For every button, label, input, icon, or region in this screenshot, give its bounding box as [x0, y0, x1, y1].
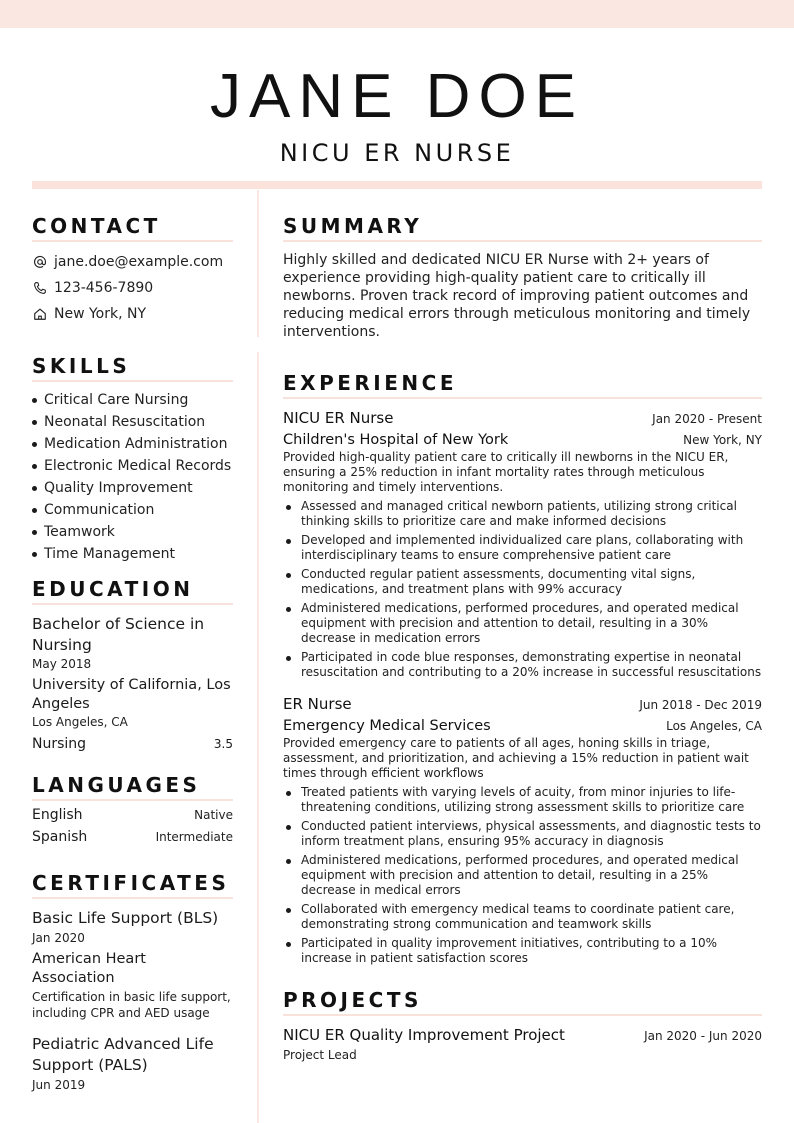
job-bullet: Conducted regular patient assessments, documenting vital signs, medications, and treatment plans with 99% accuracy: [283, 567, 762, 597]
top-accent-bar: [0, 0, 794, 28]
education-section: [32, 576, 233, 752]
at-sign-icon: [32, 254, 48, 270]
skill-item: Electronic Medical Records: [32, 455, 233, 477]
skills-heading: SKILLS: [32, 353, 233, 382]
job-entry: [283, 409, 762, 680]
certificate-name: Basic Life Support (BLS): [32, 909, 219, 927]
job-bullet: Collaborated with emergency medical teams to coordinate patient care, demonstrating strong communication and teamwork skills: [283, 902, 762, 932]
candidate-title: NICU ER NURSE: [279, 139, 515, 167]
job-organization: Emergency Medical Services: [283, 718, 491, 734]
certificate-item: [32, 1034, 233, 1093]
location-text: New York, NY: [54, 306, 147, 322]
column-divider-top: [257, 190, 259, 337]
projects-heading: PROJECTS: [283, 987, 762, 1016]
column-divider-bottom: [257, 352, 259, 1123]
education-field-row: [32, 736, 233, 752]
job-bullet: Participated in quality improvement initiatives, contributing to a 10% increase in patient satisfaction scores: [283, 936, 762, 966]
project-dates: Jan 2020 - Jun 2020: [644, 1029, 762, 1043]
job-bullet: Developed and implemented individualized care plans, collaborating with interdisciplinary teams to ensure comprehensive patient care: [283, 533, 762, 563]
certificate-description: Certification in basic life support, including CPR and AED usage: [32, 990, 231, 1020]
job-description: Provided emergency care to patients of all ages, honing skills in triage, assessment, and prioritization, and achieving a 15% reduction in patient wait times through efficient workflows: [283, 736, 749, 780]
language-name: Spanish: [32, 829, 88, 845]
header-divider: [32, 181, 762, 189]
language-level: Intermediate: [155, 830, 233, 844]
certificate-name: Pediatric Advanced Life Support (PALS): [32, 1035, 214, 1074]
contact-location: [32, 301, 233, 327]
contact-heading: CONTACT: [32, 213, 233, 242]
job-organization: Children's Hospital of New York: [283, 432, 509, 448]
job-description: Provided high-quality patient care to critically ill newborns in the NICU ER, ensuring a 25% reduction in infant mortality rates through meticulous monitoring and timely interventions.: [283, 450, 729, 494]
job-bullet: Administered medications, performed procedures, and operated medical equipment with precision and attention to detail, resulting in a 30% decrease in medication errors: [283, 601, 762, 646]
skill-item: Communication: [32, 499, 233, 521]
skills-section: [32, 353, 233, 565]
certificate-date: Jan 2020: [32, 931, 85, 945]
phone-icon: [32, 280, 48, 296]
job-bullet: Conducted patient interviews, physical assessments, and diagnostic tests to inform treatment plans, ensuring 95% accuracy in diagnosis: [283, 819, 762, 849]
education-field: Nursing: [32, 736, 87, 752]
skill-item: Quality Improvement: [32, 477, 233, 499]
candidate-name: JANE DOE: [209, 62, 585, 131]
home-icon: [32, 306, 48, 322]
skill-item: Medication Administration: [32, 433, 233, 455]
skill-item: Neonatal Resuscitation: [32, 411, 233, 433]
education-date: May 2018: [32, 657, 92, 671]
certificates-heading: CERTIFICATES: [32, 870, 233, 899]
education-heading: EDUCATION: [32, 576, 233, 605]
skill-item: Time Management: [32, 543, 233, 565]
job-title: NICU ER Nurse: [283, 409, 394, 427]
language-level: Native: [194, 808, 233, 822]
job-bullet: Participated in code blue responses, demonstrating expertise in neonatal resuscitation and contributing to a 20% increase in successful resuscitations: [283, 650, 762, 680]
job-location: New York, NY: [683, 433, 762, 447]
job-title: ER Nurse: [283, 695, 352, 713]
job-entry: [283, 695, 762, 966]
languages-section: [32, 772, 233, 851]
job-bullet: Administered medications, performed procedures, and operated medical equipment with precision and attention to detail, resulting in a 25% decrease in medical errors: [283, 853, 762, 898]
certificates-section: [32, 870, 233, 1093]
project-role: Project Lead: [283, 1048, 357, 1062]
summary-heading: SUMMARY: [283, 213, 762, 242]
experience-section: [283, 370, 762, 966]
certificate-item: [32, 908, 233, 1021]
education-degree: Bachelor of Science in Nursing: [32, 615, 205, 654]
job-bullet: Assessed and managed critical newborn patients, utilizing strong critical thinking skills to prioritize care and make informed decisions: [283, 499, 762, 529]
project-name: NICU ER Quality Improvement Project: [283, 1026, 565, 1044]
contact-email: [32, 249, 233, 275]
job-location: Los Angeles, CA: [666, 719, 762, 733]
certificate-date: Jun 2019: [32, 1078, 86, 1092]
job-bullet: Treated patients with varying levels of acuity, from minor injuries to life-threatening conditions, utilizing strong assessment skills to prioritize care: [283, 785, 762, 815]
language-name: English: [32, 807, 83, 823]
education-gpa: 3.5: [213, 737, 233, 751]
projects-section: [283, 987, 762, 1062]
contact-phone: [32, 275, 233, 301]
language-item: [32, 807, 233, 829]
summary-text: Highly skilled and dedicated NICU ER Nurse with 2+ years of experience providing high-quality patient care to critically ill newborns. Proven track record of improving patient outcomes and reducing medical errors through meticulous monitoring and timely interventions.: [283, 252, 751, 340]
languages-heading: LANGUAGES: [32, 772, 233, 801]
job-dates: Jun 2018 - Dec 2019: [639, 698, 762, 712]
experience-heading: EXPERIENCE: [283, 370, 762, 399]
certificate-issuer: American Heart Association: [32, 951, 146, 986]
job-dates: Jan 2020 - Present: [652, 412, 762, 426]
project-entry: [283, 1026, 762, 1062]
email-text: jane.doe@example.com: [54, 254, 224, 270]
contact-section: [32, 213, 233, 327]
skill-item: Critical Care Nursing: [32, 389, 233, 411]
left-column: [32, 213, 233, 1093]
summary-section: [283, 213, 762, 341]
phone-text: 123-456-7890: [54, 280, 154, 296]
education-location: Los Angeles, CA: [32, 715, 128, 729]
skill-item: Teamwork: [32, 521, 233, 543]
language-item: [32, 829, 233, 851]
education-school: University of California, Los Angeles: [32, 677, 231, 712]
right-column: [283, 213, 762, 1062]
